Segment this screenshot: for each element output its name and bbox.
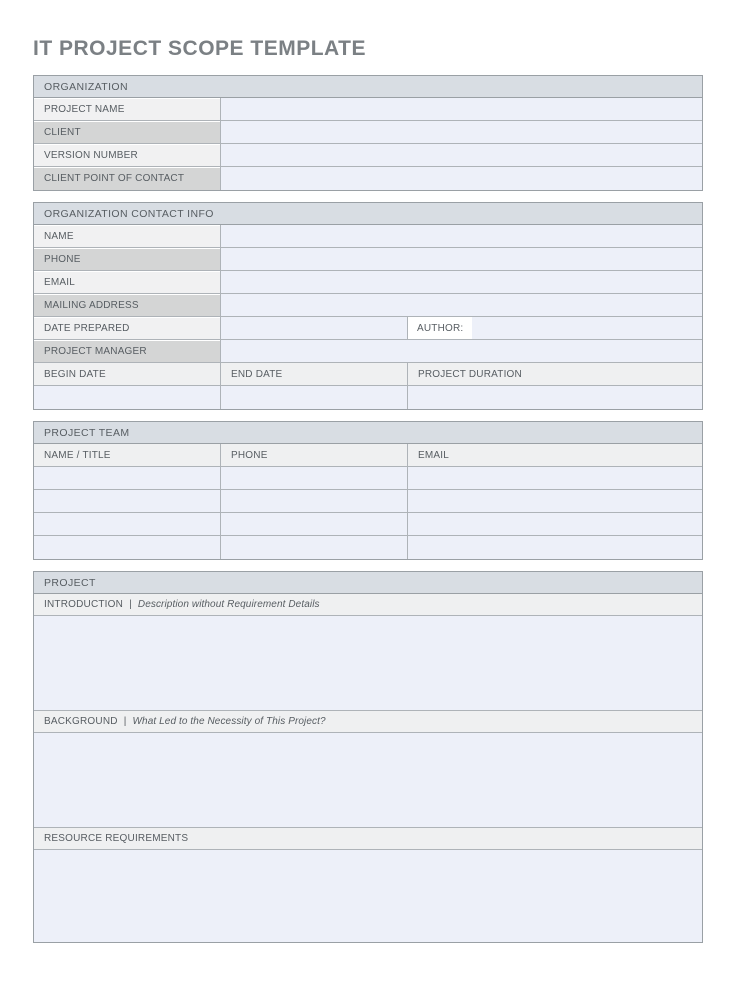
phone-label: PHONE <box>34 248 221 270</box>
table-row <box>34 317 702 340</box>
version-number-field[interactable] <box>221 144 702 166</box>
team-phone-field[interactable] <box>221 490 408 512</box>
name-field[interactable] <box>221 225 702 247</box>
background-text-area[interactable] <box>34 733 702 828</box>
client-point-of-contact-field[interactable] <box>221 167 702 190</box>
begin-date-column-header: BEGIN DATE <box>34 363 221 385</box>
project-team-section-header: PROJECT TEAM <box>34 422 702 444</box>
team-row <box>34 467 702 490</box>
version-number-label: VERSION NUMBER <box>34 144 221 166</box>
mailing-address-label: MAILING ADDRESS <box>34 294 221 316</box>
author-label: AUTHOR: <box>408 317 472 339</box>
table-row <box>34 98 702 121</box>
name-label: NAME <box>34 225 221 247</box>
team-header-row <box>34 444 702 467</box>
contact-info-section-header: ORGANIZATION CONTACT INFO <box>34 203 702 225</box>
team-row <box>34 536 702 559</box>
project-name-field[interactable] <box>221 98 702 120</box>
schedule-value-row <box>34 386 702 409</box>
team-name-field[interactable] <box>34 536 221 559</box>
table-row <box>34 340 702 363</box>
client-label: CLIENT <box>34 121 221 143</box>
introduction-label: INTRODUCTION <box>44 599 124 610</box>
team-row <box>34 513 702 536</box>
background-label: BACKGROUND <box>44 716 118 727</box>
table-row <box>34 225 702 248</box>
end-date-field[interactable] <box>221 386 408 409</box>
project-manager-label: PROJECT MANAGER <box>34 340 221 362</box>
project-team-section <box>33 421 703 560</box>
team-email-field[interactable] <box>408 513 702 535</box>
table-row <box>34 167 702 190</box>
team-name-field[interactable] <box>34 513 221 535</box>
client-point-of-contact-label: CLIENT POINT OF CONTACT <box>34 167 221 190</box>
team-email-field[interactable] <box>408 490 702 512</box>
resource-requirements-text-area[interactable] <box>34 850 702 942</box>
introduction-text-area[interactable] <box>34 616 702 711</box>
team-email-field[interactable] <box>408 467 702 489</box>
table-row <box>34 144 702 167</box>
pipe-separator: | <box>123 716 127 727</box>
email-field[interactable] <box>221 271 702 293</box>
team-phone-field[interactable] <box>221 513 408 535</box>
project-name-label: PROJECT NAME <box>34 98 221 120</box>
project-section <box>33 571 703 943</box>
table-row <box>34 248 702 271</box>
background-hint: What Led to the Necessity of This Project? <box>132 716 326 727</box>
email-label: EMAIL <box>34 271 221 293</box>
team-phone-field[interactable] <box>221 467 408 489</box>
background-label-row <box>34 711 702 733</box>
table-row <box>34 121 702 144</box>
table-row <box>34 294 702 317</box>
phone-column-header: PHONE <box>221 444 408 466</box>
date-prepared-field[interactable] <box>221 317 408 339</box>
team-row <box>34 490 702 513</box>
author-cell <box>408 317 702 339</box>
project-duration-column-header: PROJECT DURATION <box>408 363 702 385</box>
name-title-column-header: NAME / TITLE <box>34 444 221 466</box>
date-prepared-label: DATE PREPARED <box>34 317 221 339</box>
end-date-column-header: END DATE <box>221 363 408 385</box>
pipe-separator: | <box>129 599 132 610</box>
project-duration-field[interactable] <box>408 386 702 409</box>
team-email-field[interactable] <box>408 536 702 559</box>
introduction-label-row <box>34 594 702 616</box>
table-row <box>34 271 702 294</box>
team-phone-field[interactable] <box>221 536 408 559</box>
mailing-address-field[interactable] <box>221 294 702 316</box>
organization-section <box>33 75 703 191</box>
client-field[interactable] <box>221 121 702 143</box>
project-manager-field[interactable] <box>221 340 702 362</box>
phone-field[interactable] <box>221 248 702 270</box>
begin-date-field[interactable] <box>34 386 221 409</box>
introduction-hint: Description without Requirement Details <box>137 599 320 610</box>
team-name-field[interactable] <box>34 490 221 512</box>
email-column-header: EMAIL <box>408 444 702 466</box>
organization-section-header: ORGANIZATION <box>34 76 702 98</box>
schedule-header-row <box>34 363 702 386</box>
contact-info-section <box>33 202 703 410</box>
resource-requirements-label-row <box>34 828 702 850</box>
team-name-field[interactable] <box>34 467 221 489</box>
project-section-header: PROJECT <box>34 572 702 594</box>
page-title: IT PROJECT SCOPE TEMPLATE <box>33 37 366 60</box>
resource-requirements-label: RESOURCE REQUIREMENTS <box>44 833 189 844</box>
